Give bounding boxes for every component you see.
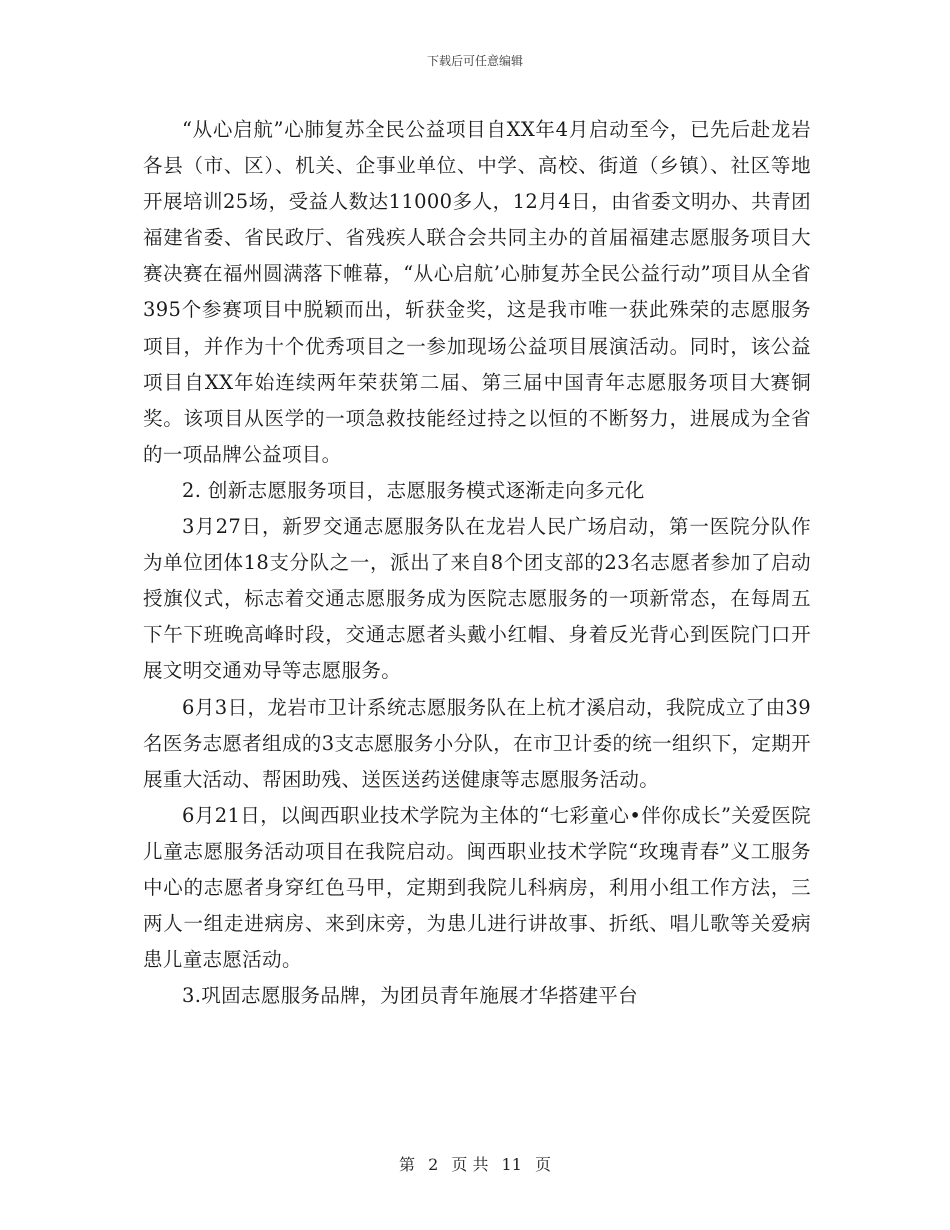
section-heading-2: 2. 创新志愿服务项目，志愿服务模式逐渐走向多元化 [182,478,645,502]
page-total: 11 [501,1155,522,1174]
page-label-suffix: 页 [535,1155,552,1174]
page-current: 2 [428,1155,439,1174]
paragraph-traffic-volunteers: 3月27日，新罗交通志愿服务队在龙岩人民广场启动，第一医院分队作为单位团体18支分队之一，派出了来自8个团支部的23名志愿者参加了启动授旗仪式，标志着交通志愿服务成为医院志愿服务的一项新常态，在每周五下午下班晚高峰时段，交通志愿者头戴小红帽、身着反光背心到医院门口开展文明交通劝导等志愿服务。 [143,515,811,683]
paragraph-project-intro: “从心启航”心肺复苏全民公益项目自XX年4月启动至今，已先后赴龙岩各县（市、区）、机关、企事业单位、中学、高校、街道（乡镇）、社区等地开展培训25场，受益人数达11000多人，12月4日，由省委文明办、共青团福建省委、省民政厅、省残疾人联合会共同主办的首届福建志愿服务项目大赛决赛在福州圆满落下帷幕，“从心启航’心肺复苏全民公益行动”项目从全省395个参赛项目中脱颖而出，斩获金奖，这是我市唯一获此殊荣的志愿服务项目，并作为十个优秀项目之一参加现场公益项目展演活动。同时，该公益项目自XX年始连续两年荣获第二届、第三届中国青年志愿服务项目大赛铜奖。该项目从医学的一项急救技能经过持之以恒的不断努力，进展成为全省的一项品牌公益项目。 [143,118,811,466]
page-label-prefix: 第 [398,1155,415,1174]
document-body [143,112,811,1014]
page-footer [0,1152,950,1175]
section-heading-3: 3.巩固志愿服务品牌，为团员青年施展才华搭建平台 [182,984,639,1008]
page-label-mid: 页 共 [451,1155,489,1174]
paragraph-children-care: 6月21日，以闽西职业技术学院为主体的“七彩童心•伴你成长”关爱医院儿童志愿服务活动项目在我院启动。闽西职业技术学院“玫瑰青春”义工服务中心的志愿者身穿红色马甲，定期到我院儿科病房，利用小组工作方法，三两人一组走进病房、来到床旁，为患儿进行讲故事、折纸、唱儿歌等关爱病患儿童志愿活动。 [143,803,811,972]
paragraph-health-volunteers: 6月3日，龙岩市卫计系统志愿服务队在上杭才溪启动，我院成立了由39名医务志愿者组成的3支志愿服务小分队，在市卫计委的统一组织下，定期开展重大活动、帮困助残、送医送药送健康等志愿服务活动。 [143,695,811,791]
page-header: 下载后可任意编辑 [426,54,523,68]
